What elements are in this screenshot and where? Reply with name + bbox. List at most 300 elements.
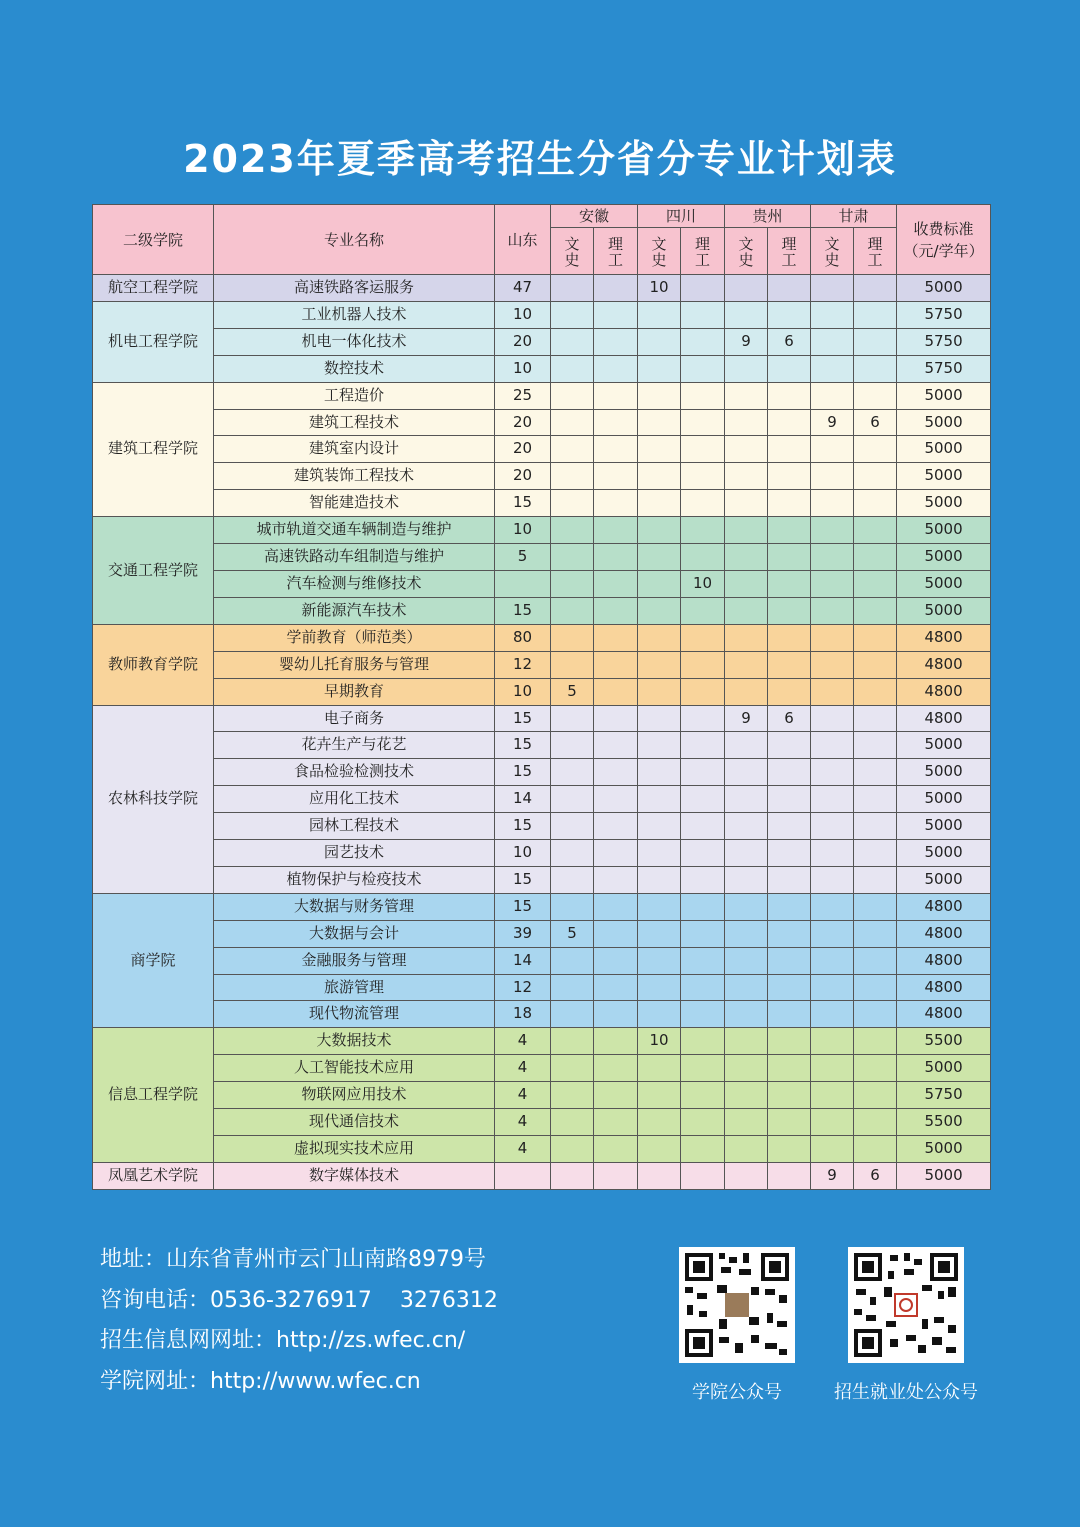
quota-cell-shandong: 20: [495, 409, 551, 436]
fee-cell: 4800: [897, 893, 991, 920]
table-row: [93, 840, 991, 867]
quota-cell-sichuan-li: [681, 974, 725, 1001]
quota-cell-anhui-wen: [551, 651, 594, 678]
quota-cell-gansu-li: 6: [854, 1162, 897, 1189]
fee-cell: 5000: [897, 732, 991, 759]
quota-cell-sichuan-wen: [638, 436, 681, 463]
quota-cell-anhui-li: [594, 409, 638, 436]
quota-cell-sichuan-li: [681, 355, 725, 382]
table-row: [93, 409, 991, 436]
quota-cell-shandong: 15: [495, 813, 551, 840]
quota-cell-anhui-li: [594, 1136, 638, 1163]
quota-cell-sichuan-li: [681, 893, 725, 920]
header-anhui-wen: 文史: [551, 228, 594, 275]
quota-cell-guizhou-wen: [725, 1109, 768, 1136]
quota-cell-anhui-wen: [551, 786, 594, 813]
quota-cell-shandong: 4: [495, 1136, 551, 1163]
fee-cell: 4800: [897, 947, 991, 974]
quota-cell-gansu-wen: [811, 490, 854, 517]
fee-cell: 5000: [897, 866, 991, 893]
quota-cell-anhui-wen: [551, 1082, 594, 1109]
quota-cell-guizhou-wen: [725, 544, 768, 571]
quota-cell-sichuan-wen: [638, 328, 681, 355]
quota-cell-guizhou-wen: [725, 732, 768, 759]
quota-cell-gansu-li: [854, 920, 897, 947]
quota-cell-gansu-wen: [811, 705, 854, 732]
major-name-cell: 电子商务: [214, 705, 495, 732]
quota-cell-sichuan-wen: [638, 490, 681, 517]
quota-cell-gansu-wen: [811, 570, 854, 597]
quota-cell-shandong: 15: [495, 597, 551, 624]
quota-cell-guizhou-li: [768, 355, 811, 382]
quota-cell-anhui-wen: [551, 947, 594, 974]
quota-cell-sichuan-wen: [638, 786, 681, 813]
table-row: [93, 705, 991, 732]
quota-cell-guizhou-wen: [725, 678, 768, 705]
table-row: [93, 651, 991, 678]
quota-cell-guizhou-li: [768, 1136, 811, 1163]
quota-cell-sichuan-wen: [638, 1109, 681, 1136]
quota-cell-gansu-li: [854, 355, 897, 382]
quota-cell-shandong: 25: [495, 382, 551, 409]
major-name-cell: 工程造价: [214, 382, 495, 409]
college-name-cell: 交通工程学院: [93, 517, 214, 625]
fee-cell: 5750: [897, 355, 991, 382]
fee-cell: 5000: [897, 813, 991, 840]
quota-cell-anhui-wen: [551, 732, 594, 759]
quota-cell-sichuan-li: [681, 1028, 725, 1055]
quota-cell-gansu-li: [854, 1109, 897, 1136]
quota-cell-shandong: 15: [495, 893, 551, 920]
quota-cell-anhui-li: [594, 1109, 638, 1136]
quota-cell-sichuan-wen: [638, 678, 681, 705]
quota-cell-gansu-li: [854, 1082, 897, 1109]
table-row: [93, 436, 991, 463]
quota-cell-anhui-wen: [551, 974, 594, 1001]
fee-cell: 5000: [897, 275, 991, 302]
header-gansu-li: 理工: [854, 228, 897, 275]
fee-cell: 5000: [897, 382, 991, 409]
major-name-cell: 建筑工程技术: [214, 409, 495, 436]
major-name-cell: 城市轨道交通车辆制造与维护: [214, 517, 495, 544]
major-name-cell: 应用化工技术: [214, 786, 495, 813]
quota-cell-guizhou-wen: [725, 490, 768, 517]
quota-cell-shandong: [495, 570, 551, 597]
quota-cell-anhui-li: [594, 436, 638, 463]
quota-cell-sichuan-wen: [638, 1001, 681, 1028]
college-site-link[interactable]: 学院网址：http://www.wfec.cn: [100, 1368, 421, 1394]
quota-cell-gansu-wen: 9: [811, 1162, 854, 1189]
quota-cell-anhui-li: [594, 866, 638, 893]
table-row: [93, 382, 991, 409]
quota-cell-sichuan-li: [681, 517, 725, 544]
quota-cell-anhui-li: [594, 597, 638, 624]
table-row: [93, 490, 991, 517]
quota-cell-guizhou-li: [768, 517, 811, 544]
quota-cell-guizhou-li: [768, 1109, 811, 1136]
quota-cell-guizhou-li: [768, 732, 811, 759]
quota-cell-sichuan-li: [681, 1162, 725, 1189]
quota-cell-guizhou-li: [768, 1001, 811, 1028]
quota-cell-gansu-wen: [811, 651, 854, 678]
quota-cell-guizhou-wen: [725, 301, 768, 328]
quota-cell-anhui-wen: [551, 759, 594, 786]
quota-cell-guizhou-wen: [725, 866, 768, 893]
header-college: 二级学院: [93, 205, 214, 275]
fee-cell: 4800: [897, 624, 991, 651]
fee-cell: 5000: [897, 463, 991, 490]
quota-cell-gansu-li: [854, 597, 897, 624]
fee-cell: 5000: [897, 1162, 991, 1189]
quota-cell-gansu-wen: [811, 678, 854, 705]
major-name-cell: 人工智能技术应用: [214, 1055, 495, 1082]
quota-cell-guizhou-li: [768, 409, 811, 436]
quota-cell-gansu-li: [854, 759, 897, 786]
quota-cell-sichuan-wen: [638, 920, 681, 947]
quota-cell-anhui-wen: [551, 840, 594, 867]
college-name-cell: 建筑工程学院: [93, 382, 214, 517]
quota-cell-gansu-wen: [811, 893, 854, 920]
quota-cell-gansu-li: [854, 328, 897, 355]
quota-cell-guizhou-li: [768, 597, 811, 624]
quota-cell-anhui-wen: [551, 436, 594, 463]
table-row: [93, 678, 991, 705]
header-sichuan-li: 理工: [681, 228, 725, 275]
quota-cell-anhui-li: [594, 920, 638, 947]
quota-cell-anhui-li: [594, 570, 638, 597]
quota-cell-anhui-wen: [551, 409, 594, 436]
quota-cell-sichuan-wen: [638, 624, 681, 651]
quota-cell-anhui-li: [594, 382, 638, 409]
quota-cell-guizhou-wen: 9: [725, 705, 768, 732]
quota-cell-shandong: [495, 1162, 551, 1189]
quota-cell-anhui-li: [594, 678, 638, 705]
quota-cell-anhui-li: [594, 328, 638, 355]
table-row: [93, 1109, 991, 1136]
quota-cell-gansu-li: [854, 463, 897, 490]
page-title: 2023年夏季高考招生分省分专业计划表: [183, 137, 897, 181]
major-name-cell: 建筑室内设计: [214, 436, 495, 463]
quota-cell-sichuan-li: [681, 382, 725, 409]
college-wechat-qr-code: [679, 1247, 795, 1363]
group-teacher-education: [93, 624, 991, 705]
quota-cell-shandong: 14: [495, 786, 551, 813]
quota-cell-guizhou-wen: [725, 974, 768, 1001]
college-name-cell: 农林科技学院: [93, 705, 214, 893]
table-row: [93, 786, 991, 813]
quota-cell-anhui-wen: [551, 1028, 594, 1055]
quota-cell-gansu-li: [854, 1028, 897, 1055]
quota-cell-guizhou-li: [768, 1162, 811, 1189]
quota-cell-shandong: 10: [495, 517, 551, 544]
major-name-cell: 现代物流管理: [214, 1001, 495, 1028]
quota-cell-anhui-wen: [551, 893, 594, 920]
fee-cell: 4800: [897, 651, 991, 678]
major-name-cell: 婴幼儿托育服务与管理: [214, 651, 495, 678]
quota-cell-sichuan-li: [681, 705, 725, 732]
quota-cell-sichuan-li: [681, 463, 725, 490]
table-row: [93, 328, 991, 355]
quota-cell-anhui-wen: [551, 463, 594, 490]
quota-cell-gansu-wen: [811, 382, 854, 409]
fee-cell: 5000: [897, 409, 991, 436]
quota-cell-anhui-li: [594, 544, 638, 571]
quota-cell-anhui-li: [594, 651, 638, 678]
fee-cell: 5500: [897, 1109, 991, 1136]
table-row: [93, 544, 991, 571]
quota-cell-anhui-wen: [551, 624, 594, 651]
college-name-cell: 航空工程学院: [93, 275, 214, 302]
quota-cell-shandong: 12: [495, 974, 551, 1001]
quota-cell-guizhou-wen: [725, 840, 768, 867]
quota-cell-anhui-li: [594, 624, 638, 651]
quota-cell-sichuan-wen: [638, 463, 681, 490]
quota-cell-shandong: 18: [495, 1001, 551, 1028]
quota-cell-shandong: 20: [495, 463, 551, 490]
quota-cell-anhui-wen: [551, 570, 594, 597]
quota-cell-sichuan-wen: [638, 705, 681, 732]
header-sichuan: 四川: [638, 205, 725, 228]
quota-cell-sichuan-wen: [638, 866, 681, 893]
quota-cell-anhui-li: [594, 490, 638, 517]
admission-site-link[interactable]: 招生信息网网址：http://zs.wfec.cn/: [100, 1328, 466, 1353]
quota-cell-guizhou-li: [768, 678, 811, 705]
quota-cell-anhui-wen: [551, 866, 594, 893]
quota-cell-guizhou-wen: [725, 1082, 768, 1109]
table-row: [93, 1028, 991, 1055]
quota-cell-guizhou-li: [768, 490, 811, 517]
quota-cell-anhui-wen: 5: [551, 920, 594, 947]
quota-cell-gansu-wen: [811, 759, 854, 786]
quota-cell-sichuan-wen: [638, 840, 681, 867]
fee-cell: 4800: [897, 920, 991, 947]
table-row: [93, 570, 991, 597]
quota-cell-gansu-wen: [811, 1001, 854, 1028]
quota-cell-sichuan-wen: [638, 382, 681, 409]
quota-cell-anhui-wen: [551, 1162, 594, 1189]
header-anhui: 安徽: [551, 205, 638, 228]
college-name-cell: 商学院: [93, 893, 214, 1028]
quota-cell-guizhou-wen: [725, 1028, 768, 1055]
quota-cell-shandong: 39: [495, 920, 551, 947]
quota-cell-guizhou-wen: [725, 813, 768, 840]
quota-cell-gansu-wen: [811, 544, 854, 571]
major-name-cell: 园艺技术: [214, 840, 495, 867]
quota-cell-anhui-wen: [551, 1055, 594, 1082]
major-name-cell: 机电一体化技术: [214, 328, 495, 355]
admission-wechat-label: 招生就业处公众号: [834, 1382, 978, 1403]
quota-cell-anhui-li: [594, 732, 638, 759]
quota-cell-sichuan-wen: [638, 974, 681, 1001]
quota-cell-sichuan-wen: [638, 409, 681, 436]
major-name-cell: 大数据与会计: [214, 920, 495, 947]
quota-cell-sichuan-wen: [638, 355, 681, 382]
quota-cell-anhui-li: [594, 1028, 638, 1055]
quota-cell-sichuan-li: [681, 1109, 725, 1136]
quota-cell-sichuan-li: [681, 651, 725, 678]
quota-cell-guizhou-wen: [725, 624, 768, 651]
quota-cell-guizhou-li: [768, 301, 811, 328]
quota-cell-gansu-wen: [811, 1082, 854, 1109]
quota-cell-shandong: 12: [495, 651, 551, 678]
quota-cell-anhui-li: [594, 840, 638, 867]
quota-cell-anhui-li: [594, 463, 638, 490]
quota-cell-guizhou-wen: 9: [725, 328, 768, 355]
quota-cell-anhui-wen: [551, 355, 594, 382]
quota-cell-gansu-wen: [811, 947, 854, 974]
quota-cell-gansu-wen: [811, 1136, 854, 1163]
fee-cell: 5000: [897, 840, 991, 867]
quota-cell-gansu-li: [854, 1001, 897, 1028]
quota-cell-guizhou-li: [768, 382, 811, 409]
fee-cell: 5750: [897, 328, 991, 355]
quota-cell-guizhou-wen: [725, 570, 768, 597]
quota-cell-guizhou-wen: [725, 1136, 768, 1163]
quota-cell-guizhou-li: [768, 1028, 811, 1055]
quota-cell-anhui-wen: [551, 1136, 594, 1163]
quota-cell-sichuan-li: [681, 732, 725, 759]
major-name-cell: 新能源汽车技术: [214, 597, 495, 624]
quota-cell-sichuan-wen: [638, 544, 681, 571]
major-name-cell: 汽车检测与维修技术: [214, 570, 495, 597]
quota-cell-gansu-wen: [811, 920, 854, 947]
table-row: [93, 301, 991, 328]
quota-cell-anhui-wen: [551, 301, 594, 328]
qr-code-icon: [848, 1247, 964, 1363]
quota-cell-sichuan-li: [681, 544, 725, 571]
quota-cell-gansu-li: [854, 275, 897, 302]
phone-text: 咨询电话：0536-3276917 3276312: [100, 1287, 498, 1313]
quota-cell-guizhou-li: [768, 759, 811, 786]
quota-cell-anhui-li: [594, 301, 638, 328]
contact-info: [100, 1240, 498, 1402]
quota-cell-sichuan-li: [681, 301, 725, 328]
fee-cell: 5000: [897, 786, 991, 813]
quota-cell-guizhou-li: [768, 570, 811, 597]
major-name-cell: 物联网应用技术: [214, 1082, 495, 1109]
quota-cell-sichuan-li: [681, 786, 725, 813]
quota-cell-shandong: 15: [495, 759, 551, 786]
fee-cell: 5000: [897, 1055, 991, 1082]
major-name-cell: 建筑装饰工程技术: [214, 463, 495, 490]
table-row: [93, 355, 991, 382]
quota-cell-guizhou-li: [768, 1082, 811, 1109]
quota-cell-guizhou-li: 6: [768, 705, 811, 732]
quota-cell-anhui-li: [594, 275, 638, 302]
group-information: [93, 1028, 991, 1163]
college-name-cell: 凤凰艺术学院: [93, 1162, 214, 1189]
quota-cell-gansu-wen: [811, 624, 854, 651]
fee-cell: 5000: [897, 544, 991, 571]
quota-cell-anhui-li: [594, 893, 638, 920]
quota-cell-guizhou-wen: [725, 409, 768, 436]
major-name-cell: 高速铁路动车组制造与维护: [214, 544, 495, 571]
quota-cell-sichuan-li: [681, 436, 725, 463]
quota-cell-guizhou-li: [768, 275, 811, 302]
quota-cell-gansu-li: [854, 544, 897, 571]
header-gansu: 甘肃: [811, 205, 897, 228]
fee-cell: 4800: [897, 705, 991, 732]
major-name-cell: 高速铁路客运服务: [214, 275, 495, 302]
quota-cell-gansu-wen: [811, 1028, 854, 1055]
major-name-cell: 花卉生产与花艺: [214, 732, 495, 759]
quota-cell-gansu-li: [854, 1055, 897, 1082]
quota-cell-guizhou-li: [768, 1055, 811, 1082]
quota-cell-anhui-wen: [551, 490, 594, 517]
quota-cell-gansu-wen: [811, 1055, 854, 1082]
quota-cell-gansu-li: 6: [854, 409, 897, 436]
quota-cell-anhui-wen: [551, 597, 594, 624]
group-agriculture: [93, 705, 991, 893]
fee-cell: 5000: [897, 759, 991, 786]
fee-cell: 5000: [897, 597, 991, 624]
table-row: [93, 1136, 991, 1163]
quota-cell-sichuan-li: 10: [681, 570, 725, 597]
major-name-cell: 智能建造技术: [214, 490, 495, 517]
quota-cell-anhui-wen: [551, 813, 594, 840]
quota-cell-shandong: 4: [495, 1028, 551, 1055]
quota-cell-shandong: 15: [495, 705, 551, 732]
quota-cell-guizhou-wen: [725, 275, 768, 302]
major-name-cell: 植物保护与检疫技术: [214, 866, 495, 893]
quota-cell-gansu-li: [854, 705, 897, 732]
quota-cell-sichuan-li: [681, 1082, 725, 1109]
quota-cell-gansu-li: [854, 651, 897, 678]
major-name-cell: 工业机器人技术: [214, 301, 495, 328]
quota-cell-anhui-li: [594, 759, 638, 786]
quota-cell-guizhou-wen: [725, 1162, 768, 1189]
fee-cell: 5000: [897, 1136, 991, 1163]
quota-cell-sichuan-wen: [638, 1082, 681, 1109]
quota-cell-sichuan-li: [681, 409, 725, 436]
major-name-cell: 旅游管理: [214, 974, 495, 1001]
quota-cell-sichuan-wen: [638, 1055, 681, 1082]
header-shandong: 山东: [495, 205, 551, 275]
quota-cell-guizhou-li: [768, 786, 811, 813]
table-row: [93, 1055, 991, 1082]
fee-cell: 5000: [897, 490, 991, 517]
quota-cell-gansu-wen: [811, 275, 854, 302]
table-header: [93, 205, 991, 275]
quota-cell-anhui-li: [594, 1055, 638, 1082]
fee-cell: 5000: [897, 436, 991, 463]
quota-cell-sichuan-wen: [638, 651, 681, 678]
quota-cell-sichuan-li: [681, 678, 725, 705]
quota-cell-gansu-li: [854, 732, 897, 759]
group-architecture: [93, 382, 991, 517]
quota-cell-anhui-li: [594, 1162, 638, 1189]
quota-cell-gansu-wen: [811, 597, 854, 624]
quota-cell-guizhou-li: [768, 947, 811, 974]
table-row: [93, 759, 991, 786]
header-guizhou: 贵州: [725, 205, 811, 228]
quota-cell-sichuan-wen: [638, 301, 681, 328]
quota-cell-sichuan-li: [681, 328, 725, 355]
quota-cell-shandong: 20: [495, 436, 551, 463]
quota-cell-sichuan-wen: [638, 759, 681, 786]
quota-cell-shandong: 20: [495, 328, 551, 355]
quota-cell-gansu-li: [854, 624, 897, 651]
quota-cell-gansu-li: [854, 570, 897, 597]
group-business: [93, 893, 991, 1028]
quota-cell-guizhou-wen: [725, 947, 768, 974]
quota-cell-guizhou-wen: [725, 355, 768, 382]
table-row: [93, 597, 991, 624]
table-row: [93, 813, 991, 840]
quota-cell-sichuan-li: [681, 1055, 725, 1082]
table-row: [93, 866, 991, 893]
quota-cell-shandong: 10: [495, 678, 551, 705]
